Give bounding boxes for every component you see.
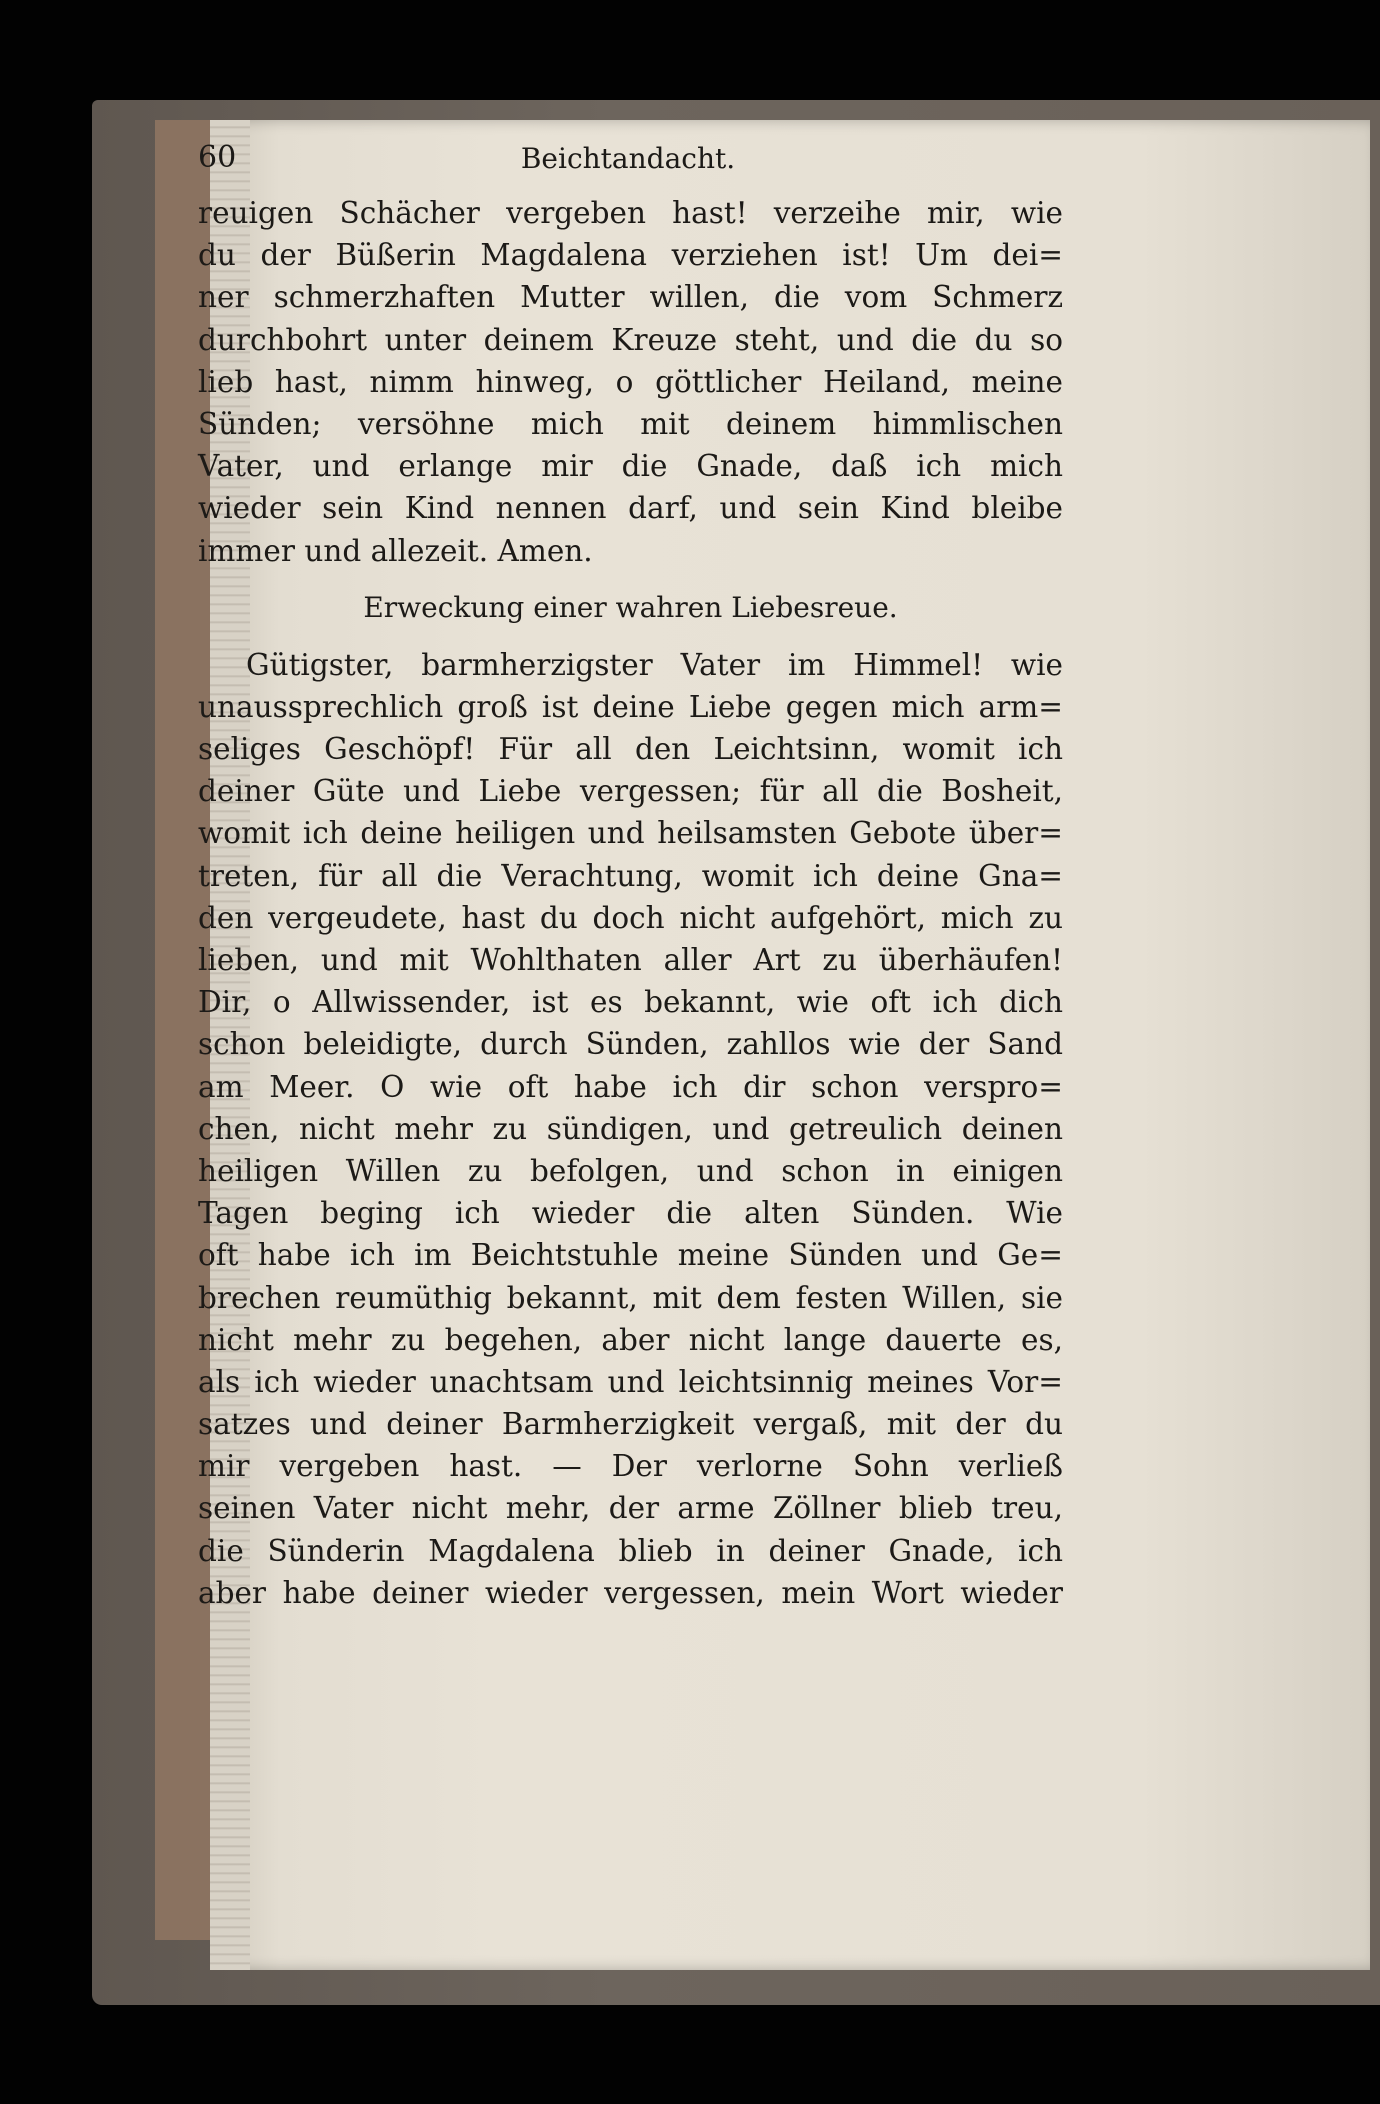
text-block (198, 192, 1063, 1614)
text-line: den vergeudete, hast du doch nicht aufgehört, mich zu (198, 900, 1063, 935)
paragraph-1 (198, 192, 1063, 572)
text-line: am Meer. O wie oft habe ich dir schon verspro= (198, 1069, 1063, 1104)
text-line: als ich wieder unachtsam und leichtsinnig meines Vor= (198, 1364, 1063, 1399)
text-line: satzes und deiner Barmherzigkeit vergaß, mit der du (198, 1407, 1063, 1442)
paragraph-2 (198, 644, 1063, 1614)
text-line: seinen Vater nicht mehr, der arme Zöllner blieb treu, (198, 1491, 1063, 1526)
text-line: Tagen beging ich wieder die alten Sünden. Wie (198, 1196, 1063, 1231)
text-line: aber habe deiner wieder vergessen, mein Wort wieder (198, 1575, 1063, 1610)
text-line: mir vergeben hast. — Der verlorne Sohn verließ (198, 1449, 1063, 1484)
text-line: seliges Geschöpf! Für all den Leichtsinn, womit ich (198, 732, 1063, 767)
text-line: deiner Güte und Liebe vergessen; für all die Bosheit, (198, 774, 1063, 809)
section-heading: Erweckung einer wahren Liebesreue. (363, 590, 898, 624)
text-line: oft habe ich im Beichtstuhle meine Sünden und Ge= (198, 1238, 1063, 1273)
text-line: heiligen Willen zu befolgen, und schon in einigen (198, 1153, 1063, 1188)
text-line: reuigen Schächer vergeben hast! verzeihe mir, wie (198, 196, 1063, 230)
text-line: wieder sein Kind nennen darf, und sein Kind bleibe (198, 491, 1063, 526)
text-line: womit ich deine heiligen und heilsamsten Gebote über= (198, 816, 1063, 851)
text-line: schon beleidigte, durch Sünden, zahllos wie der Sand (198, 1027, 1063, 1062)
text-line: Sünden; versöhne mich mit deinem himmlischen (198, 406, 1063, 441)
text-line: durchbohrt unter deinem Kreuze steht, und die du so (198, 322, 1063, 357)
text-line: ner schmerzhaften Mutter willen, die vom Schmerz (198, 280, 1063, 315)
text-line: brechen reumüthig bekannt, mit dem festen Willen, sie (198, 1280, 1063, 1315)
page-header (198, 140, 1058, 180)
text-line: lieben, und mit Wohlthaten aller Art zu überhäufen! (198, 943, 1063, 977)
text-line: die Sünderin Magdalena blieb in deiner Gnade, ich (198, 1533, 1063, 1568)
text-line: du der Büßerin Magdalena verziehen ist! Um dei= (198, 238, 1063, 273)
text-line: lieb hast, nimm hinweg, o göttlicher Heiland, meine (198, 364, 1063, 399)
text-line: treten, für all die Verachtung, womit ich deine Gna= (198, 858, 1063, 893)
text-line: unaussprechlich groß ist deine Liebe gegen mich arm= (198, 689, 1063, 724)
text-line: nicht mehr zu begehen, aber nicht lange dauerte es, (198, 1322, 1063, 1357)
text-line: Vater, und erlange mir die Gnade, daß ich mich (198, 449, 1063, 484)
text-line: Dir, o Allwissender, ist es bekannt, wie oft ich dich (198, 985, 1063, 1020)
text-line: chen, nicht mehr zu sündigen, und getreulich deinen (198, 1111, 1063, 1146)
text-line: immer und allezeit. Amen. (198, 533, 593, 568)
running-head: Beichtandacht. (520, 142, 736, 175)
text-line: Gütigster, barmherzigster Vater im Himmel! wie (246, 647, 1063, 682)
page-number: 60 (198, 140, 237, 175)
